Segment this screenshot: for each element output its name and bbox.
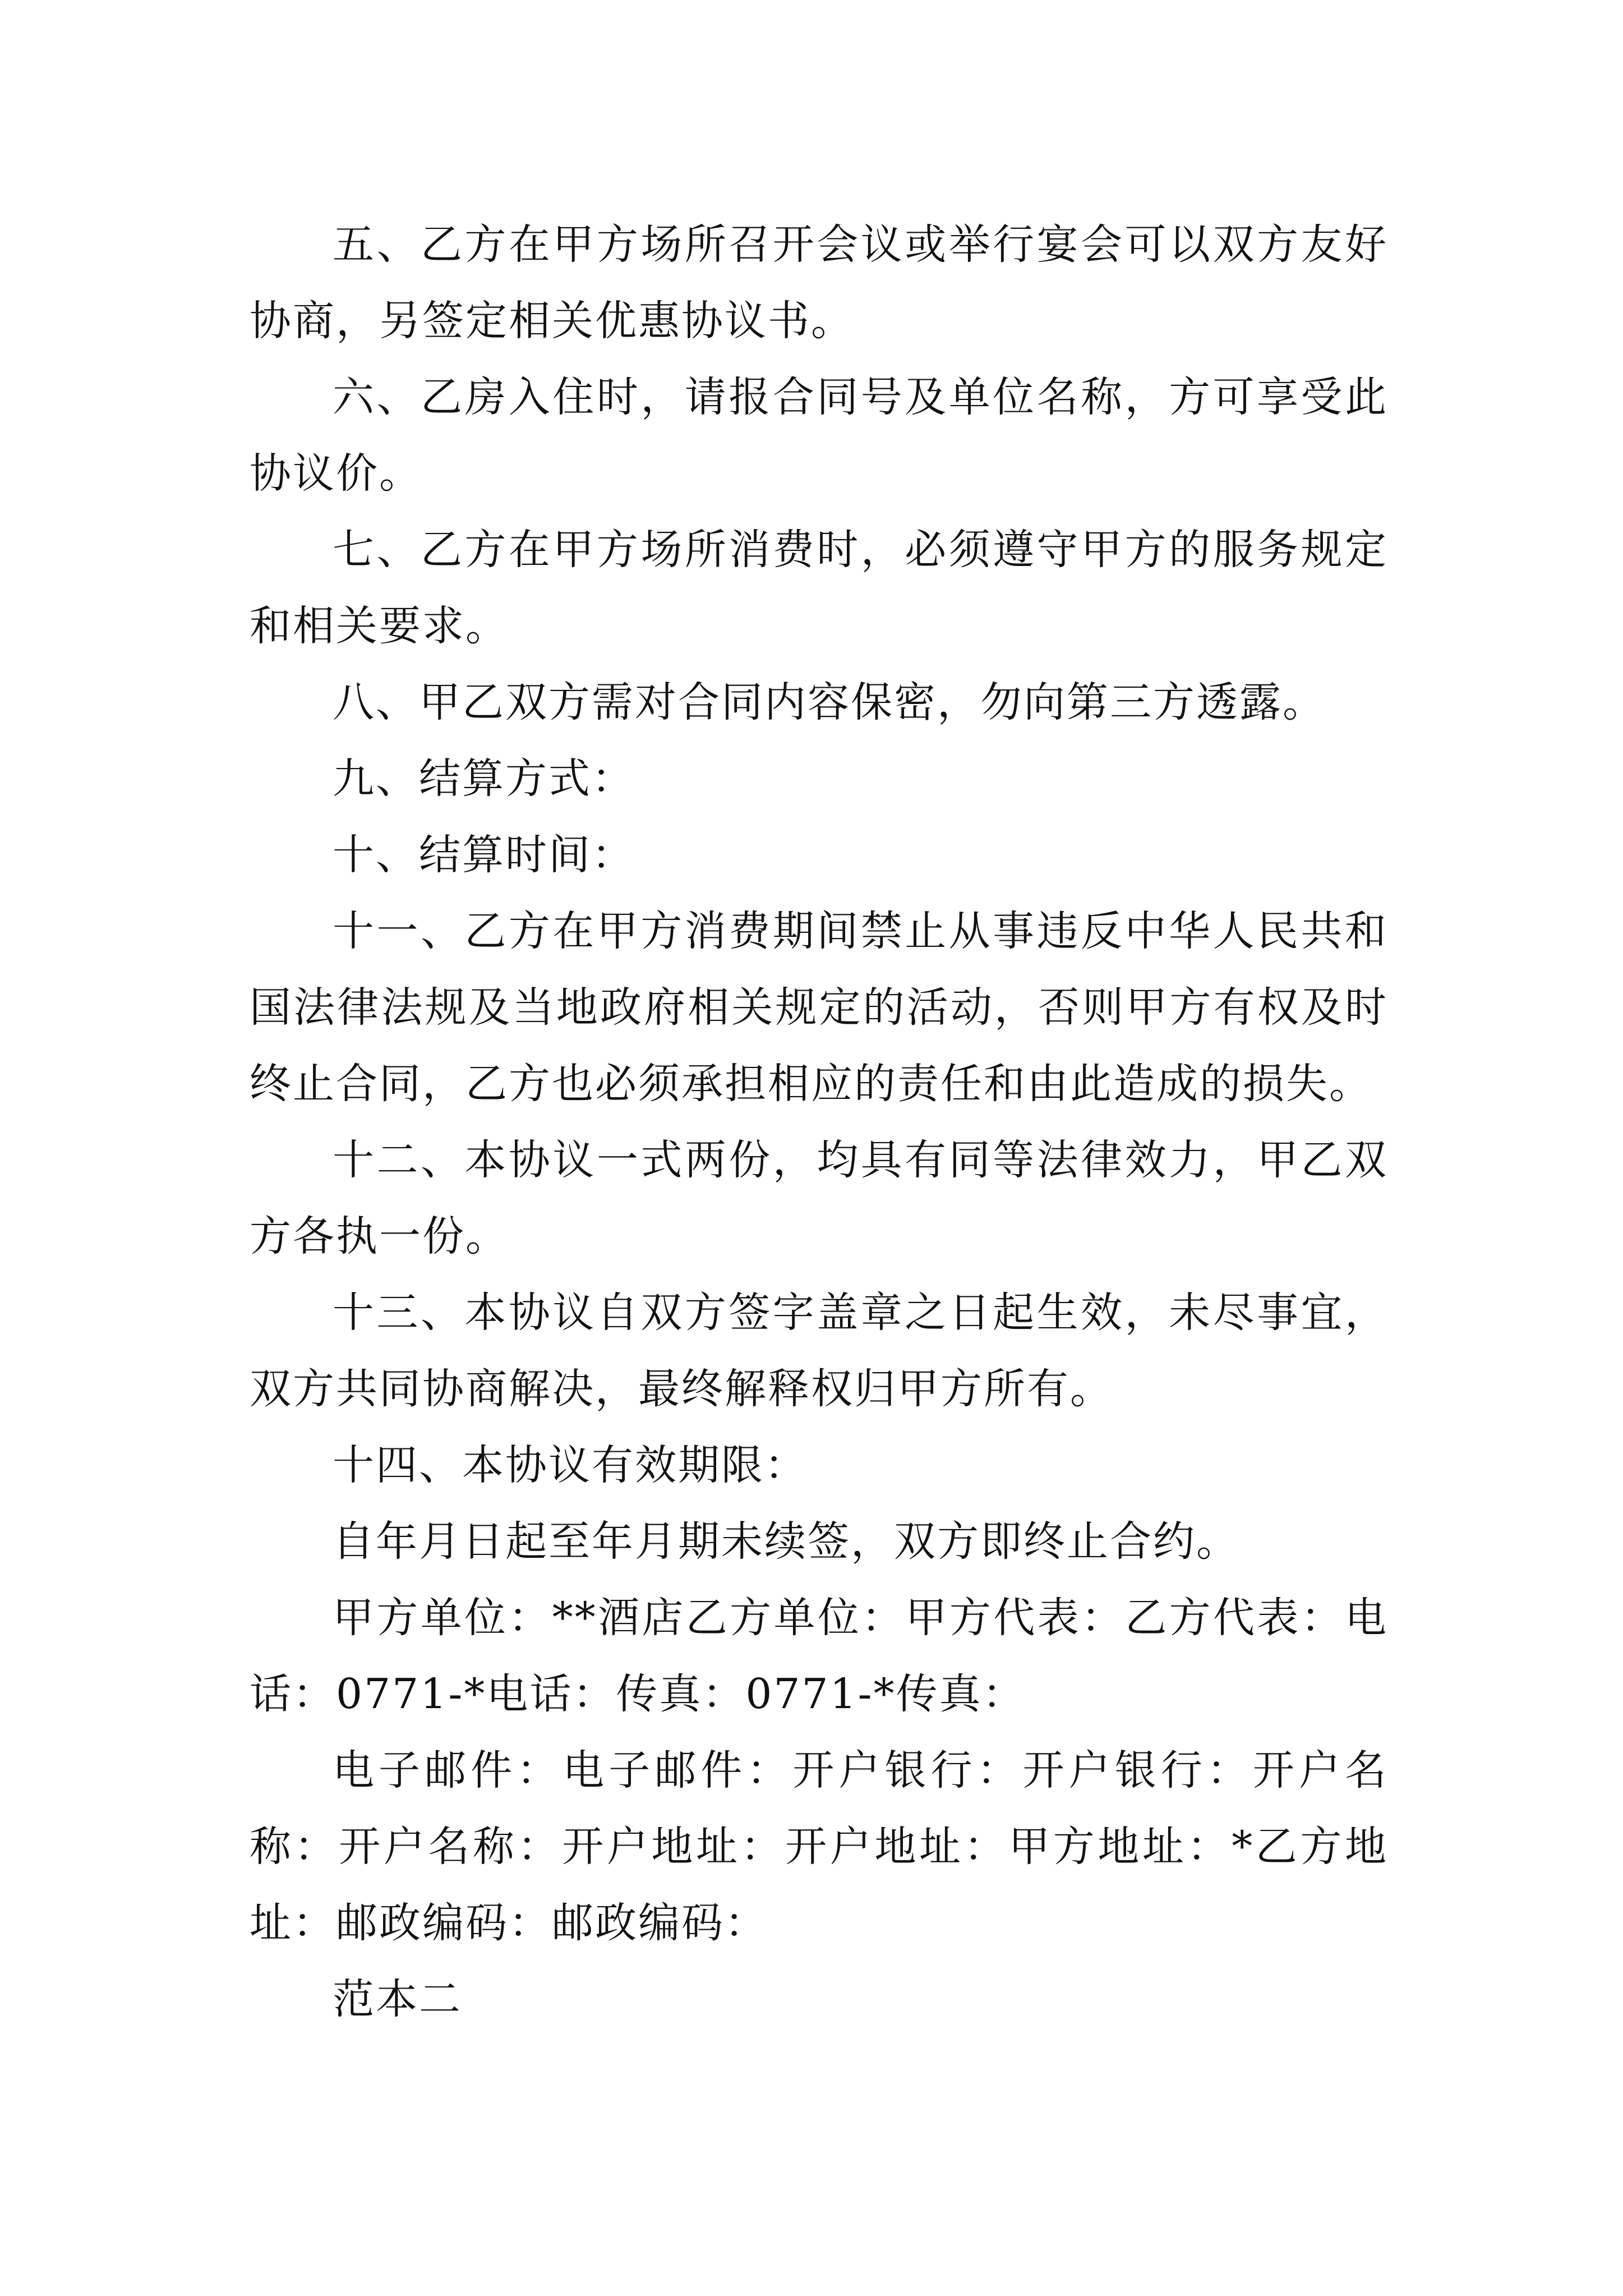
clause-7: 七、乙方在甲方场所消费时，必须遵守甲方的服务规定和相关要求。 (250, 526, 1388, 650)
clause-12: 十二、本协议一式两份，均具有同等法律效力，甲乙双方各执一份。 (250, 1136, 1388, 1260)
clause-14-validity: 十四、本协议有效期限： (333, 1441, 808, 1489)
clause-11: 十一、乙方在甲方消费期间禁止从事违反中华人民共和国法律法规及当地政府相关规定的活动，否则甲方有权及时终止合同，乙方也必须承担相应的责任和由此造成的损失。 (250, 907, 1388, 1108)
party-contact-info: 甲方单位：**酒店乙方单位：甲方代表：乙方代表：电话：0771-*电话：传真：0771-*传真： (250, 1594, 1388, 1718)
clause-10-settlement-time: 十、结算时间： (333, 831, 635, 879)
clause-5: 五、乙方在甲方场所召开会议或举行宴会可以双方友好协商，另签定相关优惠协议书。 (250, 220, 1388, 345)
clause-9-settlement-method: 九、结算方式： (333, 754, 635, 803)
party-bank-info: 电子邮件：电子邮件：开户银行：开户银行：开户名称：开户名称：开户地址：开户地址：甲方地址：*乙方地址：邮政编码：邮政编码： (250, 1746, 1388, 1947)
clause-8: 八、甲乙双方需对合同内容保密，勿向第三方透露。 (333, 678, 1326, 726)
validity-period: 自年月日起至年月期未续签，双方即终止合约。 (333, 1517, 1239, 1566)
clause-6: 六、乙房入住时，请报合同号及单位名称，方可享受此协议价。 (250, 373, 1388, 498)
template-two-heading: 范本二 (333, 1975, 462, 2023)
clause-13: 十三、本协议自双方签字盖章之日起生效，未尽事宜，双方共同协商解决，最终解释权归甲方所有。 (250, 1289, 1388, 1413)
document-body (250, 206, 1388, 2037)
